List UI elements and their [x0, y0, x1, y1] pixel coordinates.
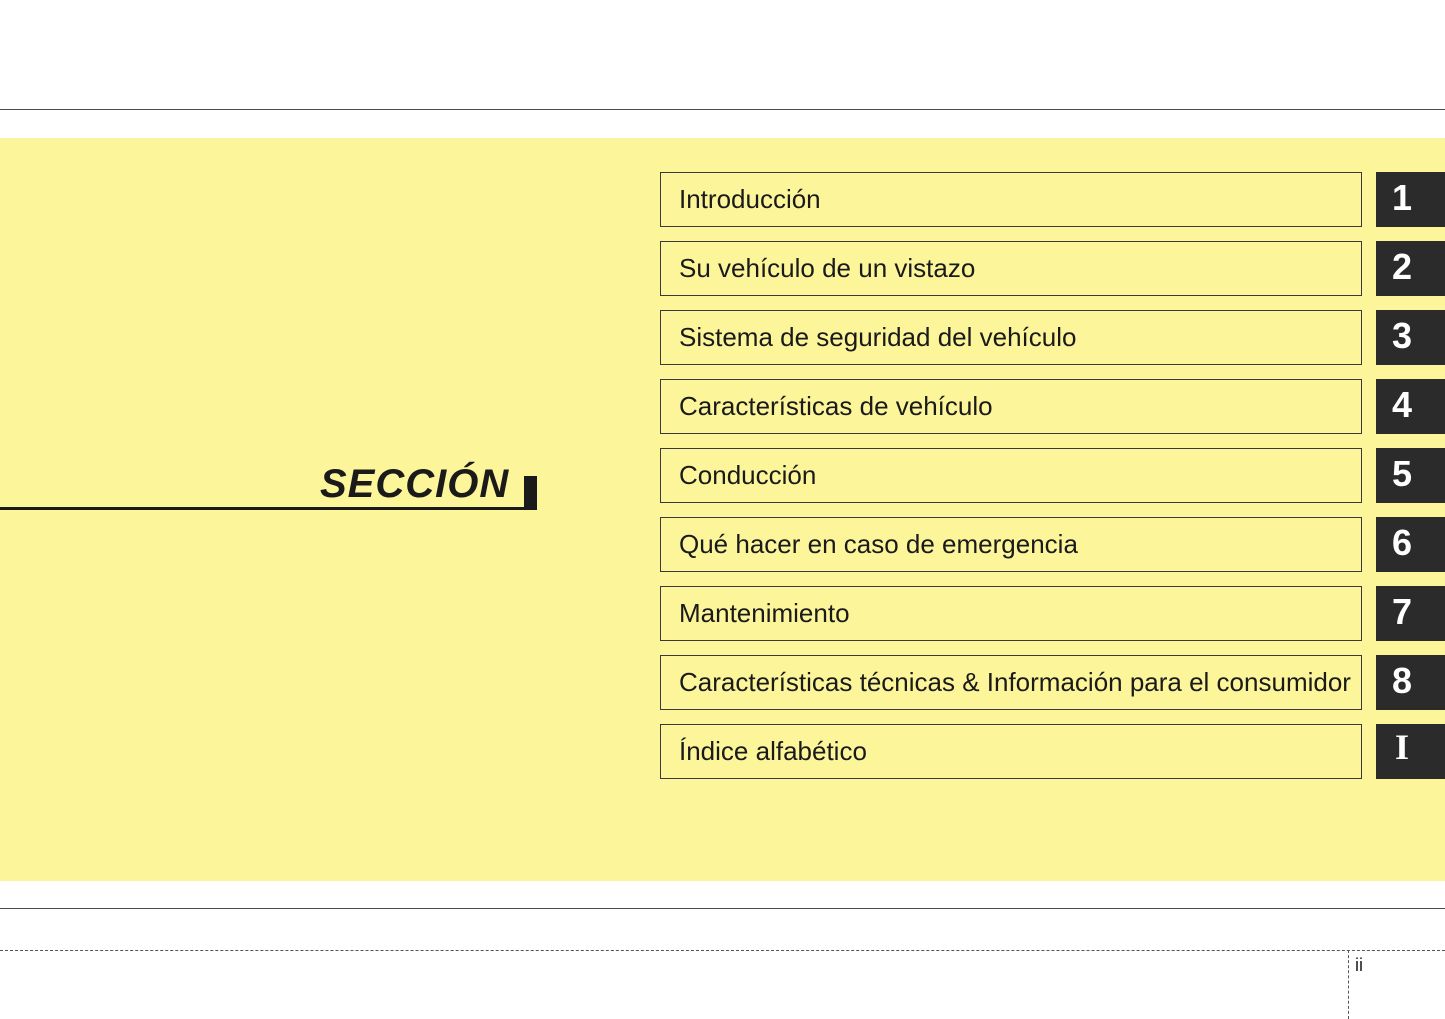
section-tab-number: 3 [1391, 315, 1413, 356]
section-marker [524, 476, 537, 510]
toc-row-index [660, 724, 1445, 779]
toc-link-mantenimiento[interactable] [660, 586, 1362, 641]
page-number: ii [1355, 955, 1363, 975]
toc-link-indice[interactable] [660, 724, 1362, 779]
section-tab-number: 2 [1391, 246, 1413, 287]
table-of-contents [660, 172, 1445, 793]
toc-link-emergencia[interactable] [660, 517, 1362, 572]
section-tab-number: I [1394, 727, 1409, 767]
toc-row-7 [660, 586, 1445, 641]
toc-label: Características técnicas & Información para el consumidor [679, 667, 1351, 697]
section-underline [0, 507, 537, 510]
section-title: SECCIÓN [320, 462, 510, 506]
top-rule [0, 109, 1445, 110]
toc-row-5 [660, 448, 1445, 503]
section-tab-number: 8 [1391, 660, 1413, 701]
toc-label: Mantenimiento [679, 598, 850, 628]
trim-line-vertical [1348, 950, 1349, 1019]
section-tab-3[interactable] [1376, 310, 1445, 365]
trim-line-horizontal [0, 950, 1445, 951]
toc-row-1 [660, 172, 1445, 227]
section-tab-8[interactable] [1376, 655, 1445, 710]
toc-link-seguridad[interactable] [660, 310, 1362, 365]
section-tab-number: 4 [1391, 384, 1413, 425]
section-tab-index[interactable] [1376, 724, 1445, 779]
section-tab-4[interactable] [1376, 379, 1445, 434]
toc-link-introduccion[interactable] [660, 172, 1362, 227]
toc-label: Características de vehículo [679, 391, 993, 421]
section-tab-number: 7 [1391, 591, 1413, 632]
toc-label: Sistema de seguridad del vehículo [679, 322, 1077, 352]
toc-label: Introducción [679, 184, 821, 214]
toc-row-8 [660, 655, 1445, 710]
toc-row-3 [660, 310, 1445, 365]
toc-row-4 [660, 379, 1445, 434]
section-tab-number: 5 [1391, 453, 1413, 494]
toc-link-conduccion[interactable] [660, 448, 1362, 503]
section-tab-6[interactable] [1376, 517, 1445, 572]
toc-link-caracteristicas-tecnicas[interactable] [660, 655, 1362, 710]
toc-label: Índice alfabético [679, 736, 867, 766]
section-tab-number: 6 [1391, 522, 1413, 563]
bottom-rule [0, 908, 1445, 909]
toc-link-vistazo[interactable] [660, 241, 1362, 296]
section-tab-number: 1 [1391, 177, 1413, 218]
toc-row-2 [660, 241, 1445, 296]
toc-label: Qué hacer en caso de emergencia [679, 529, 1078, 559]
toc-row-6 [660, 517, 1445, 572]
section-tab-1[interactable] [1376, 172, 1445, 227]
section-tab-5[interactable] [1376, 448, 1445, 503]
toc-label: Conducción [679, 460, 817, 490]
section-tab-7[interactable] [1376, 586, 1445, 641]
toc-link-caracteristicas[interactable] [660, 379, 1362, 434]
section-tab-2[interactable] [1376, 241, 1445, 296]
toc-label: Su vehículo de un vistazo [679, 253, 976, 283]
